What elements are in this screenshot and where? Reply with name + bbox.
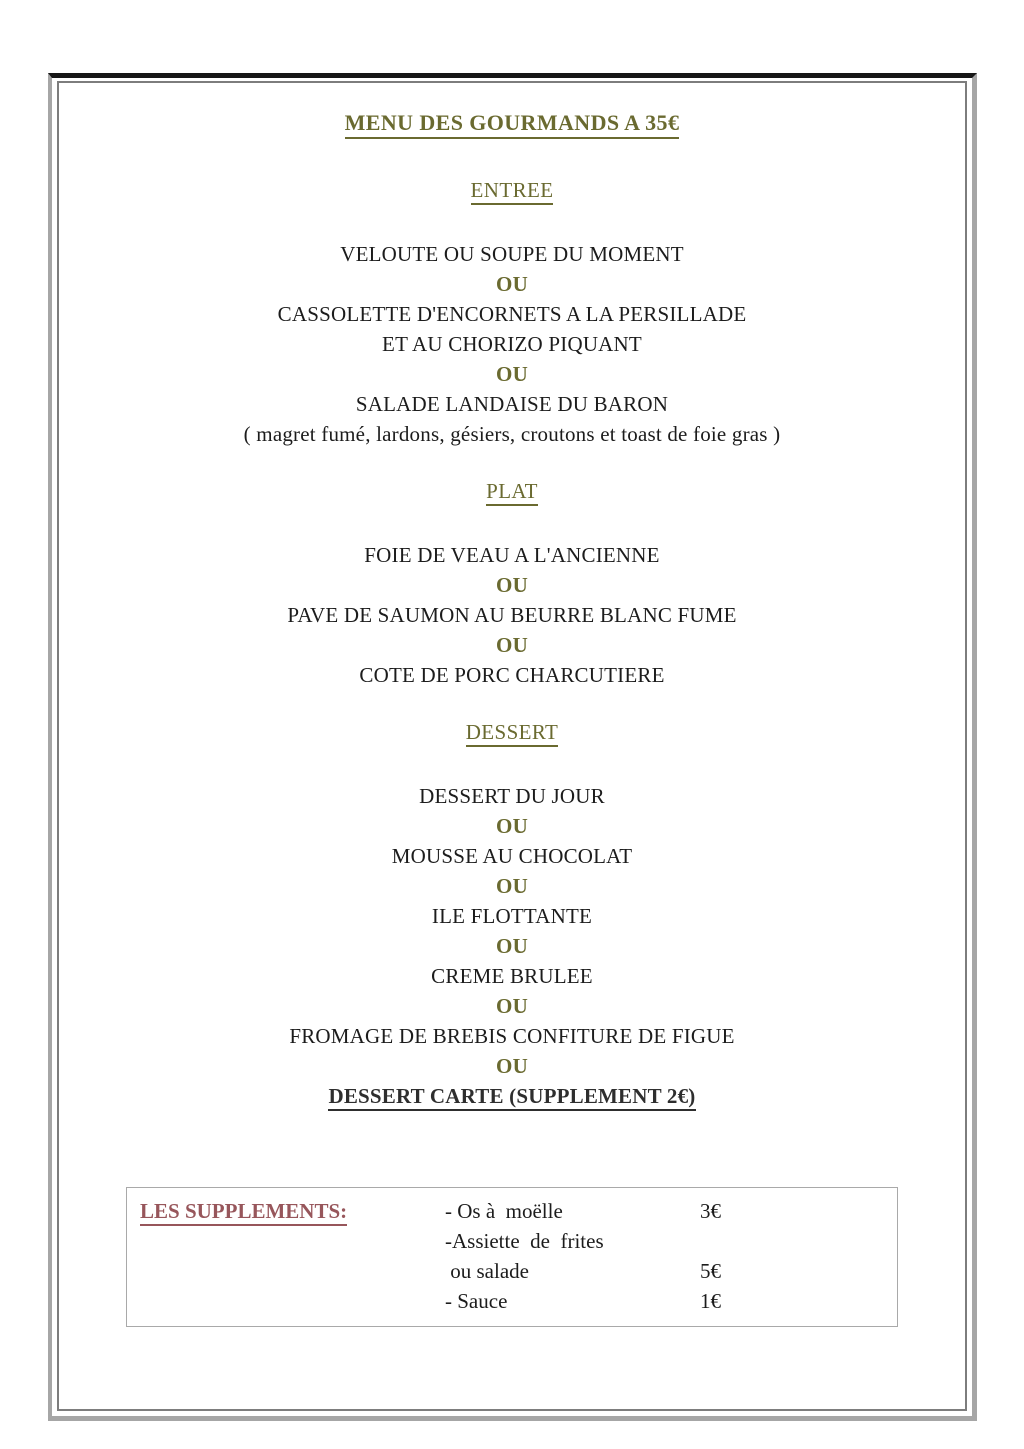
page-border-outer — [48, 73, 977, 1421]
supplement-price: 1€ — [700, 1289, 721, 1313]
supplement-name: ou salade — [445, 1259, 529, 1283]
menu-line-text: CASSOLETTE D'ENCORNETS A LA PERSILLADE — [277, 302, 747, 326]
menu-line-text: PAVE DE SAUMON AU BEURRE BLANC FUME — [287, 603, 737, 627]
menu-line-text: OU — [496, 814, 528, 838]
or-separator — [59, 871, 965, 901]
menu-line — [59, 901, 965, 931]
section-heading: PLAT — [486, 479, 538, 506]
menu-section-dessert — [59, 718, 965, 1111]
section-heading-row — [59, 477, 965, 508]
supplement-price: 3€ — [700, 1199, 721, 1223]
menu-line — [59, 961, 965, 991]
supplement-row — [445, 1226, 897, 1256]
page-border-inner — [57, 81, 967, 1411]
supplement-row — [445, 1256, 897, 1286]
supplements-list — [445, 1196, 897, 1316]
menu-line-text: SALADE LANDAISE DU BARON — [355, 392, 669, 416]
menu-line-text: OU — [496, 573, 528, 597]
menu-line — [59, 841, 965, 871]
menu-section-plat — [59, 477, 965, 690]
menu-line-text: COTE DE PORC CHARCUTIERE — [359, 663, 665, 687]
or-separator — [59, 931, 965, 961]
menu-line-text: OU — [496, 362, 528, 386]
section-lines — [59, 781, 965, 1111]
supplement-price: 5€ — [700, 1259, 721, 1283]
menu-line-text: ILE FLOTTANTE — [431, 904, 593, 928]
menu-line — [59, 419, 965, 449]
menu-line — [59, 781, 965, 811]
menu-line-text: DESSERT CARTE (SUPPLEMENT 2€) — [328, 1084, 695, 1111]
menu-line-text: VELOUTE OU SOUPE DU MOMENT — [340, 242, 684, 266]
menu-line-text: OU — [496, 1054, 528, 1078]
menu-line — [59, 239, 965, 269]
section-heading-row — [59, 176, 965, 207]
menu-sections — [59, 176, 965, 1111]
menu-title: MENU DES GOURMANDS A 35€ — [345, 110, 680, 139]
menu-line-text: DESSERT DU JOUR — [419, 784, 605, 808]
or-separator — [59, 359, 965, 389]
supplements-label-column — [127, 1196, 445, 1316]
menu-line-text: OU — [496, 633, 528, 657]
menu-line — [59, 1021, 965, 1051]
menu-line — [59, 389, 965, 419]
menu-line — [59, 600, 965, 630]
menu-line-text: ( magret fumé, lardons, gésiers, croutons et toast de foie gras ) — [243, 422, 781, 446]
menu-content — [59, 83, 965, 1327]
section-lines — [59, 239, 965, 449]
supplements-box — [126, 1187, 898, 1327]
menu-line-text: CREME BRULEE — [431, 964, 593, 988]
menu-line — [59, 660, 965, 690]
section-heading-row — [59, 718, 965, 749]
menu-line-text: ET AU CHORIZO PIQUANT — [382, 332, 642, 356]
menu-line-text: OU — [496, 994, 528, 1018]
or-separator — [59, 1051, 965, 1081]
or-separator — [59, 991, 965, 1021]
menu-line-text: OU — [496, 874, 528, 898]
or-separator — [59, 630, 965, 660]
supplement-name: -Assiette de frites — [445, 1229, 604, 1253]
menu-line-text: OU — [496, 272, 528, 296]
supplements-label: LES SUPPLEMENTS: — [140, 1199, 347, 1226]
supplement-row — [445, 1286, 897, 1316]
section-heading: ENTREE — [471, 178, 554, 205]
or-separator — [59, 570, 965, 600]
menu-line — [59, 299, 965, 329]
title-row — [59, 109, 965, 140]
section-heading: DESSERT — [466, 720, 559, 747]
supplement-row — [445, 1196, 897, 1226]
supplement-name: - Os à moëlle — [445, 1199, 563, 1223]
menu-line — [59, 540, 965, 570]
menu-line — [59, 1081, 965, 1111]
menu-line-text: OU — [496, 934, 528, 958]
menu-line-text: MOUSSE AU CHOCOLAT — [391, 844, 633, 868]
supplement-name: - Sauce — [445, 1289, 508, 1313]
menu-line-text: FOIE DE VEAU A L'ANCIENNE — [364, 543, 660, 567]
menu-line-text: FROMAGE DE BREBIS CONFITURE DE FIGUE — [289, 1024, 735, 1048]
or-separator — [59, 811, 965, 841]
section-lines — [59, 540, 965, 690]
menu-section-entree — [59, 176, 965, 449]
or-separator — [59, 269, 965, 299]
menu-line — [59, 329, 965, 359]
